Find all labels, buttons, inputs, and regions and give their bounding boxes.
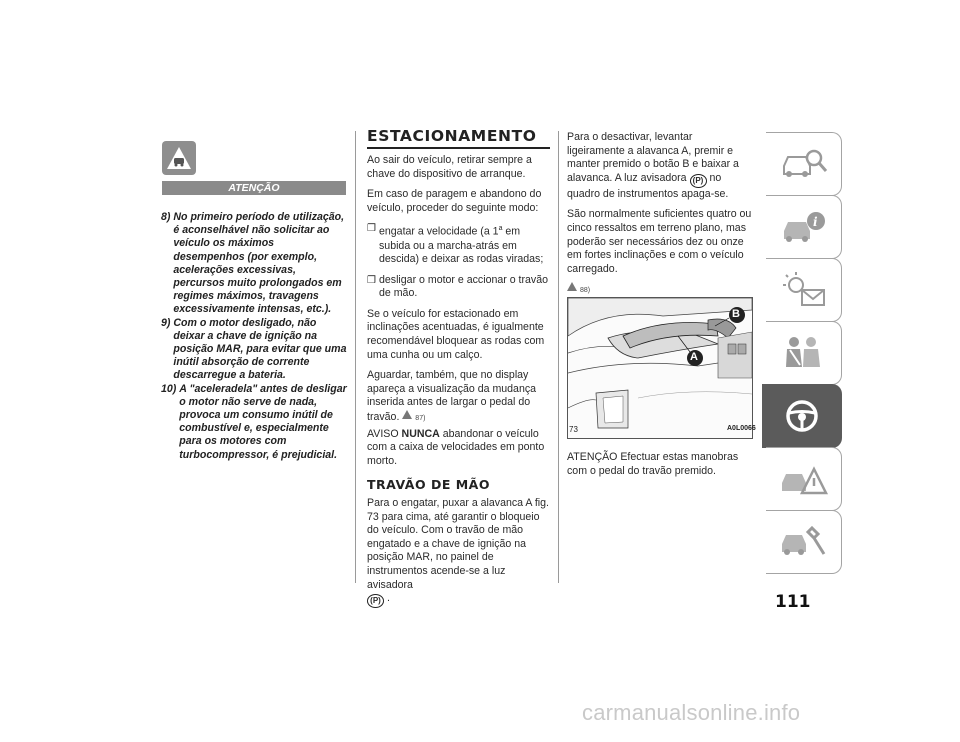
warning-ref-icon [567, 282, 577, 291]
checkbox-bullet-icon: ❒ [367, 223, 376, 235]
car-search-icon [778, 144, 830, 184]
steering-wheel-icon [782, 396, 822, 436]
warning-note-10: 10) A "aceleradela" antes de desligar o motor não serve de nada, provoca um consumo inútil de combustível e, especialmente para os motores com turbocompressor, é prejudicial. [161, 382, 347, 461]
label-b: B [732, 308, 740, 320]
parking-brake-lamp-icon: (P) [367, 594, 384, 608]
nav-tab-car-search[interactable] [766, 132, 842, 196]
steps-intro: Em caso de paragem e abandono do veículo, proceder do seguinte modo: [367, 188, 542, 214]
nav-tab-maintenance[interactable] [766, 510, 842, 574]
parking-brake-lamp-icon: (P) [690, 174, 707, 188]
nav-tab-info[interactable] [766, 195, 842, 259]
warning-triangle-icon [778, 459, 830, 499]
wait-paragraph: Aguardar, também, que no display apareça a visualização da mudança inserida antes de largar o pedal do travão. 87) [367, 369, 537, 424]
aviso-paragraph: AVISO NUNCA abandonar o veículo com a caixa de velocidades em ponto morto. [367, 427, 545, 467]
nav-tab-steering-wheel[interactable] [762, 384, 842, 448]
warning-note-8: 8) No primeiro período de utilização, é aconselhável não solicitar ao veículo os máximos desempenhos (por exemplo, acelerações excessivas, percursos muito prolongados em regimes máximos, travagens excessivamente intensas, etc.). [161, 211, 345, 316]
lights-mail-icon [778, 270, 830, 310]
section-title-travao-de-mao: TRAVÃO DE MÃO [367, 477, 490, 493]
car-skid-warning-icon [162, 141, 196, 175]
bullet-item: ❒ engatar a velocidade (a 1$^a$ em subida ou a marcha-atrás em descida) e deixar as rodas viradas; [367, 223, 544, 266]
warning-note-9: 9) Com o motor desligado, não deixar a chave de ignição na posição MAR, para evitar que uma inútil absorção de corrente descarregue a bateria. [161, 316, 347, 382]
desactivar-paragraph: Para o desactivar, levantar ligeiramente a alavanca A, premir e manter premido o botão B e baixar a alavanca. A luz avisadora (P) no quadro de instrumentos apaga-se. [567, 131, 739, 200]
svg-text:i: i [812, 215, 818, 229]
nav-tab-seatbelt[interactable] [766, 321, 842, 385]
column-divider-left [355, 131, 356, 583]
page-number: 111 [775, 592, 811, 612]
warning-ref-icon [402, 410, 412, 419]
atencao-note: ATENÇÃO Efectuar estas manobras com o pedal do travão premido. [567, 451, 739, 477]
title-underline [367, 147, 550, 149]
section-title-estacionamento: ESTACIONAMENTO [367, 127, 537, 145]
warning-notes [161, 211, 347, 462]
slope-paragraph: Se o veículo for estacionado em inclinações acentuadas, é igualmente recomendável bloquear as rodas com uma cunha ou um calço. [367, 307, 545, 361]
checkbox-bullet-icon: ❒ [367, 274, 376, 286]
middle-column [367, 154, 550, 615]
warning-title: ATENÇÃO [162, 181, 346, 195]
intro-paragraph: Ao sair do veículo, retirar sempre a chave do dispositivo de arranque. [367, 154, 532, 180]
ref-88: 88) [567, 282, 753, 298]
column-divider-right [558, 131, 559, 583]
figure-number: 73 [569, 425, 578, 434]
nav-tab-warning[interactable] [766, 447, 842, 511]
bullet-item: ❒ desligar o motor e accionar o travão de mão. [367, 273, 548, 300]
wrench-car-icon [778, 522, 830, 562]
right-column [567, 131, 753, 305]
nav-tab-lights-mail[interactable] [766, 258, 842, 322]
label-a: A [690, 351, 698, 363]
seatbelt-icon [778, 333, 830, 373]
handbrake-figure [567, 297, 753, 439]
ressaltos-paragraph: São normalmente suficientes quatro ou cinco ressaltos em terreno plano, mas poderão ser necessários dez ou onze em fortes inclinações e com o veículo carregado. [567, 208, 752, 275]
figure-code: A0L0066 [727, 425, 756, 432]
watermark: carmanualsonline.info [582, 700, 801, 725]
info-icon [778, 207, 830, 247]
travao-paragraph: Para o engatar, puxar a alavanca A fig. 73 para cima, até garantir o bloqueio do veículo. Com o travão de mão engatado e a chave de ignição na posição MAR, no painel de instrumentos acende-se a luz avisadora (P) . [367, 497, 550, 608]
